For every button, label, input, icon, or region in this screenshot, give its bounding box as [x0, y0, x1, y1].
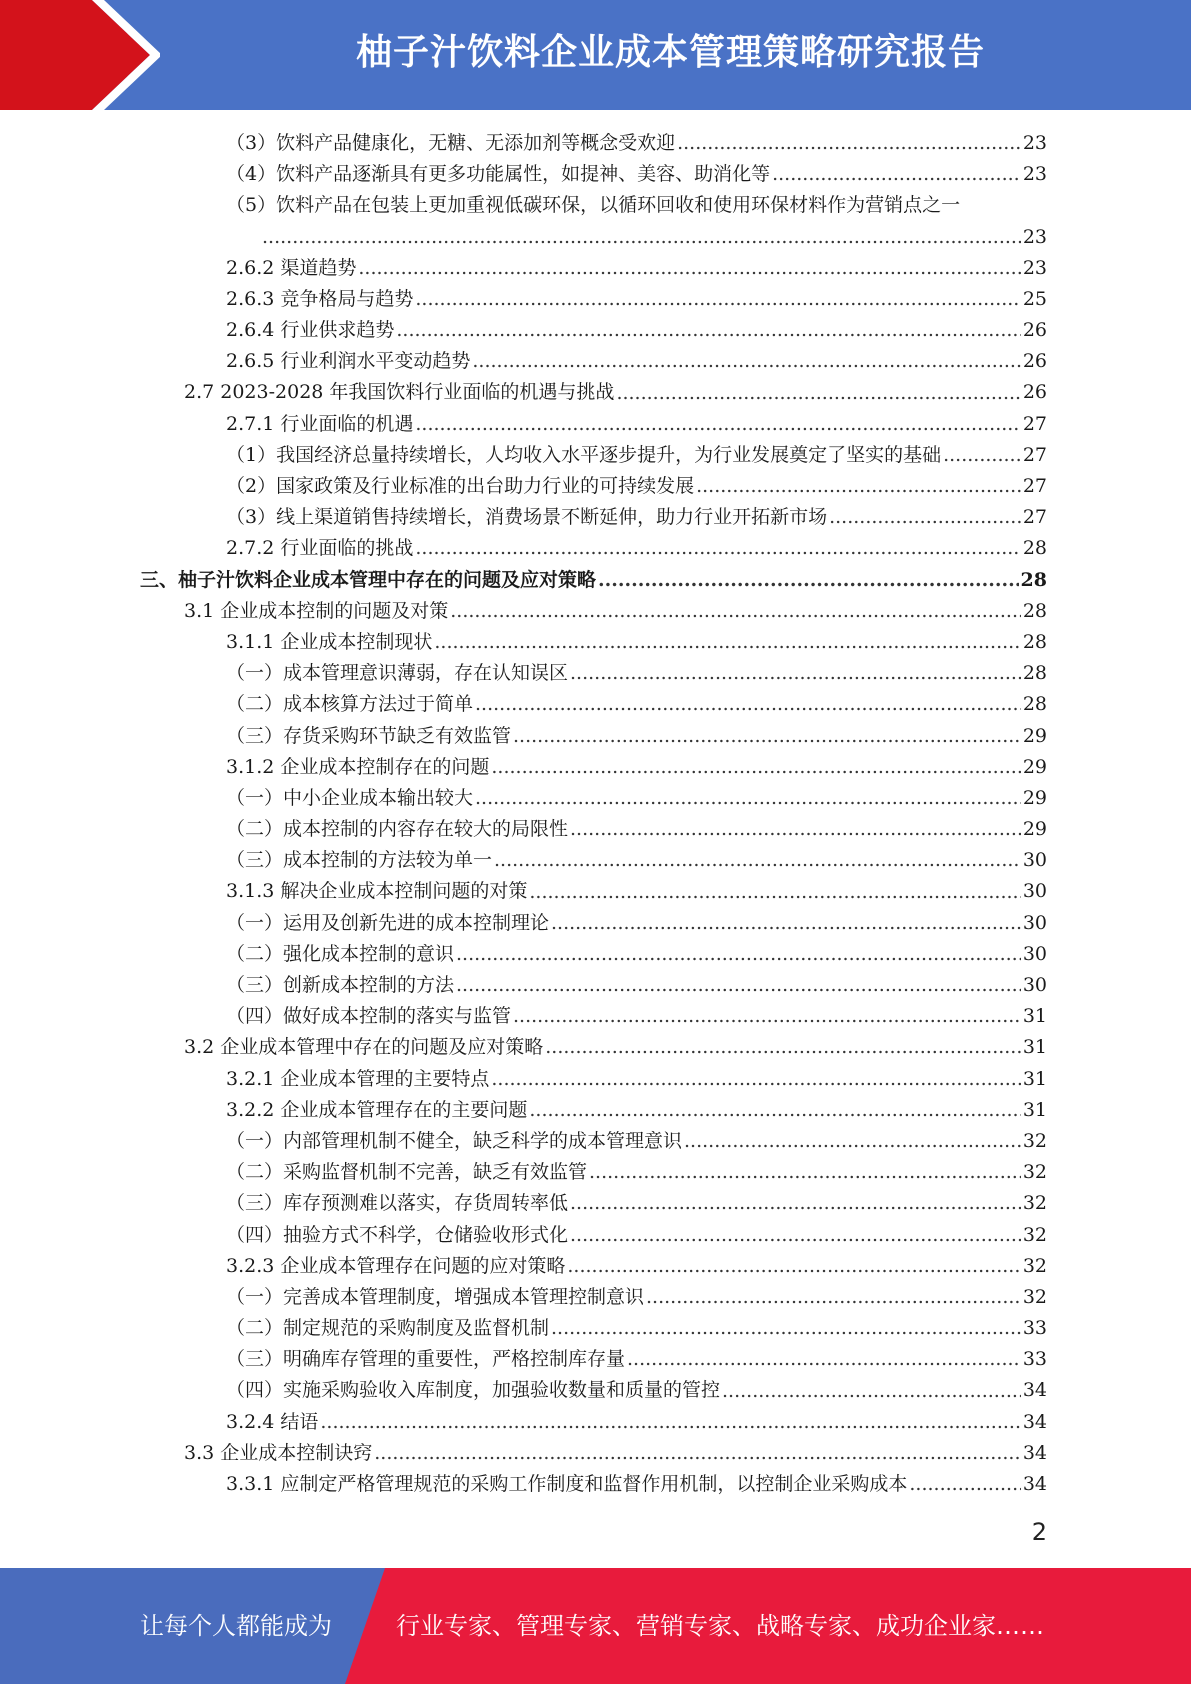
toc-entry[interactable]: [0, 1001, 1191, 1032]
toc-dot-leader: [494, 845, 1021, 876]
toc-entry-page: 29: [1022, 818, 1047, 841]
toc-entry-title: 3.1.2 企业成本控制存在的问题: [226, 755, 490, 778]
toc-entry[interactable]: [0, 1313, 1191, 1344]
toc-entry-page: 29: [1022, 724, 1047, 747]
toc-entry-page: 28: [1022, 693, 1047, 716]
toc-entry-title: 2.7.1 行业面临的机遇: [226, 412, 414, 435]
toc-dot-leader: [570, 1188, 1021, 1219]
toc-entry-title: （二）制定规范的采购制度及监督机制: [226, 1317, 550, 1340]
toc-entry-page: 23: [1022, 256, 1047, 279]
toc-entry-page: 32: [1022, 1161, 1047, 1184]
toc-entry[interactable]: [0, 658, 1191, 689]
toc-entry-title: （4）饮料产品逐渐具有更多功能属性，如提神、美容、助消化等: [226, 163, 771, 186]
toc-dot-leader: [262, 222, 1021, 253]
toc-entry[interactable]: [0, 1376, 1191, 1407]
toc-dot-leader: [551, 908, 1021, 939]
toc-entry-page: 27: [1022, 506, 1047, 529]
toc-entry-page: 26: [1022, 350, 1047, 373]
toc-entry-title: （5）饮料产品在包装上更加重视低碳环保，以循环回收和使用环保材料作为营销点之一: [226, 194, 961, 217]
toc-dot-leader: [456, 939, 1021, 970]
toc-entry-title: （一）内部管理机制不健全，缺乏科学的成本管理意识: [226, 1129, 683, 1152]
toc-entry-page: 28: [1022, 599, 1047, 622]
toc-entry[interactable]: [0, 378, 1191, 409]
toc-entry[interactable]: [0, 565, 1191, 596]
toc-dot-leader: [616, 378, 1020, 409]
toc-entry[interactable]: [0, 970, 1191, 1001]
toc-entry[interactable]: [0, 877, 1191, 908]
toc-dot-leader: [475, 689, 1021, 720]
toc-entry-page: 27: [1022, 412, 1047, 435]
toc-dot-leader: [513, 721, 1021, 752]
toc-entry[interactable]: [0, 159, 1191, 190]
toc-entry[interactable]: [0, 1220, 1191, 1251]
toc-entry-title: 2.6.3 竞争格局与趋势: [226, 287, 414, 310]
toc-entry-title: 三、柚子汁饮料企业成本管理中存在的问题及应对策略: [140, 568, 597, 591]
toc-entry-title: （1）我国经济总量持续增长，人均收入水平逐步提升，为行业发展奠定了坚实的基础: [226, 443, 942, 466]
toc-entry-page: 27: [1022, 475, 1047, 498]
toc-dot-leader: [829, 502, 1021, 533]
header-red-arrow: [0, 0, 150, 110]
toc-entry-page: 34: [1022, 1473, 1047, 1496]
toc-dot-leader: [472, 346, 1020, 377]
toc-entry-page: 27: [1022, 443, 1047, 466]
toc-entry-page: 34: [1022, 1441, 1047, 1464]
toc-dot-leader: [491, 1064, 1020, 1095]
toc-entry-title: （四）抽验方式不科学，仓储验收形式化: [226, 1223, 569, 1246]
toc-entry[interactable]: [0, 1251, 1191, 1282]
toc-dot-leader: [567, 1251, 1020, 1282]
toc-entry-title: 3.3 企业成本控制诀窍: [184, 1441, 373, 1464]
toc-entry[interactable]: [0, 409, 1191, 440]
toc-entry-title: （二）强化成本控制的意识: [226, 942, 455, 965]
toc-entry-title: （一）成本管理意识薄弱，存在认知误区: [226, 662, 569, 685]
toc-entry-title: （一）完善成本管理制度，增强成本管理控制意识: [226, 1285, 645, 1308]
toc-entry[interactable]: [0, 596, 1191, 627]
toc-entry-page: 34: [1022, 1410, 1047, 1433]
toc-entry-page: 30: [1022, 880, 1047, 903]
toc-entry[interactable]: [0, 1157, 1191, 1188]
toc-dot-leader: [696, 471, 1021, 502]
toc-entry-page: 23: [1022, 163, 1047, 186]
toc-entry-title: （一）运用及创新先进的成本控制理论: [226, 911, 550, 934]
toc-entry[interactable]: [0, 1282, 1191, 1313]
toc-entry-page: 28: [1022, 662, 1047, 685]
toc-dot-leader: [909, 1469, 1020, 1500]
footer-slogan-left: 让每个人都能成为: [140, 1612, 332, 1640]
toc-dot-leader: [450, 596, 1021, 627]
toc-entry-title: （二）成本核算方法过于简单: [226, 693, 474, 716]
toc-entry-title: 3.2.1 企业成本管理的主要特点: [226, 1067, 490, 1090]
toc-entry-page: 31: [1022, 1005, 1047, 1028]
toc-entry[interactable]: [0, 533, 1191, 564]
toc-entry[interactable]: [0, 627, 1191, 658]
toc-entry[interactable]: [0, 689, 1191, 720]
toc-dot-leader: [491, 752, 1020, 783]
toc-entry[interactable]: [0, 845, 1191, 876]
toc-entry-page: 28: [1022, 630, 1047, 653]
toc-entry-page: 28: [1022, 537, 1047, 560]
toc-dot-leader: [598, 565, 1019, 596]
toc-entry[interactable]: [0, 1407, 1191, 1438]
toc-entry[interactable]: [0, 222, 1191, 253]
toc-entry-page: 32: [1022, 1192, 1047, 1215]
toc-dot-leader: [570, 658, 1021, 689]
toc-dot-leader: [374, 1438, 1021, 1469]
toc-entry-title: 3.2.2 企业成本管理存在的主要问题: [226, 1098, 528, 1121]
toc-dot-leader: [589, 1157, 1021, 1188]
toc-dot-leader: [529, 1095, 1020, 1126]
toc-entry-title: 2.6.4 行业供求趋势: [226, 319, 395, 342]
toc-entry-page: 31: [1022, 1036, 1047, 1059]
toc-entry[interactable]: [0, 814, 1191, 845]
toc-dot-leader: [415, 284, 1020, 315]
toc-entry-title: 3.1.1 企业成本控制现状: [226, 630, 433, 653]
toc-entry[interactable]: [0, 128, 1191, 159]
toc-dot-leader: [722, 1376, 1021, 1407]
toc-entry-title: 2.6.5 行业利润水平变动趋势: [226, 350, 471, 373]
toc-entry-page: 30: [1022, 942, 1047, 965]
toc-entry-page: 28: [1020, 568, 1047, 591]
toc-entry[interactable]: [0, 1095, 1191, 1126]
toc-dot-leader: [415, 533, 1020, 564]
report-title: 柚子汁饮料企业成本管理策略研究报告: [355, 32, 985, 73]
toc-entry[interactable]: [0, 471, 1191, 502]
toc-entry-page: 29: [1022, 755, 1047, 778]
toc-entry[interactable]: [0, 1126, 1191, 1157]
toc-dot-leader: [415, 409, 1020, 440]
toc-entry-title: （3）饮料产品健康化，无糖、无添加剂等概念受欢迎: [226, 131, 676, 154]
toc-entry[interactable]: [0, 1032, 1191, 1063]
toc-entry-page: 33: [1022, 1317, 1047, 1340]
table-of-contents: [0, 128, 1191, 1500]
toc-entry-title: （二）采购监督机制不完善，缺乏有效监管: [226, 1161, 588, 1184]
toc-entry[interactable]: [0, 440, 1191, 471]
toc-entry[interactable]: [0, 253, 1191, 284]
toc-entry-page: 32: [1022, 1223, 1047, 1246]
toc-dot-leader: [627, 1344, 1021, 1375]
toc-dot-leader: [772, 159, 1021, 190]
toc-dot-leader: [475, 783, 1021, 814]
toc-entry[interactable]: [0, 1064, 1191, 1095]
toc-entry[interactable]: [0, 1344, 1191, 1375]
toc-entry-title: （三）创新成本控制的方法: [226, 974, 455, 997]
toc-entry-title: （三）存货采购环节缺乏有效监管: [226, 724, 512, 747]
toc-entry-title: （三）明确库存管理的重要性，严格控制库存量: [226, 1348, 626, 1371]
toc-entry[interactable]: [0, 721, 1191, 752]
toc-entry-page: 33: [1022, 1348, 1047, 1371]
toc-dot-leader: [646, 1282, 1021, 1313]
toc-entry-title: 3.1 企业成本控制的问题及对策: [184, 599, 449, 622]
toc-entry-page: 30: [1022, 849, 1047, 872]
toc-entry-page: 23: [1022, 225, 1047, 248]
toc-dot-leader: [396, 315, 1020, 346]
toc-dot-leader: [551, 1313, 1021, 1344]
toc-dot-leader: [456, 970, 1021, 1001]
toc-entry-title: （四）实施采购验收入库制度，加强验收数量和质量的管控: [226, 1379, 721, 1402]
toc-entry[interactable]: [0, 752, 1191, 783]
toc-entry-page: 34: [1022, 1379, 1047, 1402]
toc-dot-leader: [943, 440, 1021, 471]
toc-entry-page: 31: [1022, 1067, 1047, 1090]
footer-slogan-right: 行业专家、管理专家、营销专家、战略专家、成功企业家……: [396, 1612, 1044, 1640]
toc-dot-leader: [320, 1407, 1020, 1438]
toc-entry-title: （一）中小企业成本输出较大: [226, 786, 474, 809]
toc-entry-title: （2）国家政策及行业标准的出台助力行业的可持续发展: [226, 475, 695, 498]
toc-entry-page: 26: [1022, 381, 1047, 404]
toc-entry-title: 3.2.4 结语: [226, 1410, 319, 1433]
toc-entry-page: 30: [1022, 974, 1047, 997]
toc-entry-page: 32: [1022, 1285, 1047, 1308]
toc-entry[interactable]: [0, 783, 1191, 814]
toc-entry-page: 25: [1022, 287, 1047, 310]
toc-entry[interactable]: [0, 1469, 1191, 1500]
toc-entry-page: 30: [1022, 911, 1047, 934]
toc-entry-page: 32: [1022, 1254, 1047, 1277]
toc-dot-leader: [545, 1032, 1021, 1063]
toc-dot-leader: [434, 627, 1020, 658]
toc-entry[interactable]: [0, 1438, 1191, 1469]
toc-entry-title: （二）成本控制的内容存在较大的局限性: [226, 818, 569, 841]
toc-entry-title: 2.7.2 行业面临的挑战: [226, 537, 414, 560]
toc-entry-title: 3.3.1 应制定严格管理规范的采购工作制度和监督作用机制，以控制企业采购成本: [226, 1473, 908, 1496]
toc-dot-leader: [513, 1001, 1021, 1032]
toc-entry-title: 3.1.3 解决企业成本控制问题的对策: [226, 880, 528, 903]
toc-dot-leader: [529, 877, 1020, 908]
toc-entry-page: 26: [1022, 319, 1047, 342]
toc-entry[interactable]: [0, 315, 1191, 346]
toc-entry-title: 2.6.2 渠道趋势: [226, 256, 357, 279]
toc-dot-leader: [570, 1220, 1021, 1251]
toc-entry[interactable]: [0, 1188, 1191, 1219]
toc-entry[interactable]: [0, 908, 1191, 939]
toc-dot-leader: [570, 814, 1021, 845]
toc-entry-page: 29: [1022, 786, 1047, 809]
toc-entry-title: （四）做好成本控制的落实与监管: [226, 1005, 512, 1028]
toc-dot-leader: [684, 1126, 1021, 1157]
page-number: 2: [1031, 1518, 1047, 1546]
toc-dot-leader: [677, 128, 1021, 159]
toc-entry[interactable]: [0, 284, 1191, 315]
toc-entry-title: 3.2.3 企业成本管理存在问题的应对策略: [226, 1254, 566, 1277]
toc-entry[interactable]: [0, 939, 1191, 970]
toc-entry-title: （三）成本控制的方法较为单一: [226, 849, 493, 872]
toc-entry-title: 2.7 2023-2028 年我国饮料行业面临的机遇与挑战: [184, 381, 615, 404]
toc-entry[interactable]: [0, 190, 1191, 221]
toc-entry-page: 31: [1022, 1098, 1047, 1121]
toc-entry-title: （3）线上渠道销售持续增长，消费场景不断延伸，助力行业开拓新市场: [226, 506, 828, 529]
toc-entry[interactable]: [0, 346, 1191, 377]
toc-entry-title: （三）库存预测难以落实，存货周转率低: [226, 1192, 569, 1215]
toc-entry-page: 32: [1022, 1129, 1047, 1152]
page-footer: [0, 1568, 1191, 1684]
page-header: [0, 0, 1191, 110]
toc-entry-title: 3.2 企业成本管理中存在的问题及应对策略: [184, 1036, 544, 1059]
toc-entry-page: 23: [1022, 131, 1047, 154]
toc-entry[interactable]: [0, 502, 1191, 533]
toc-dot-leader: [358, 253, 1020, 284]
